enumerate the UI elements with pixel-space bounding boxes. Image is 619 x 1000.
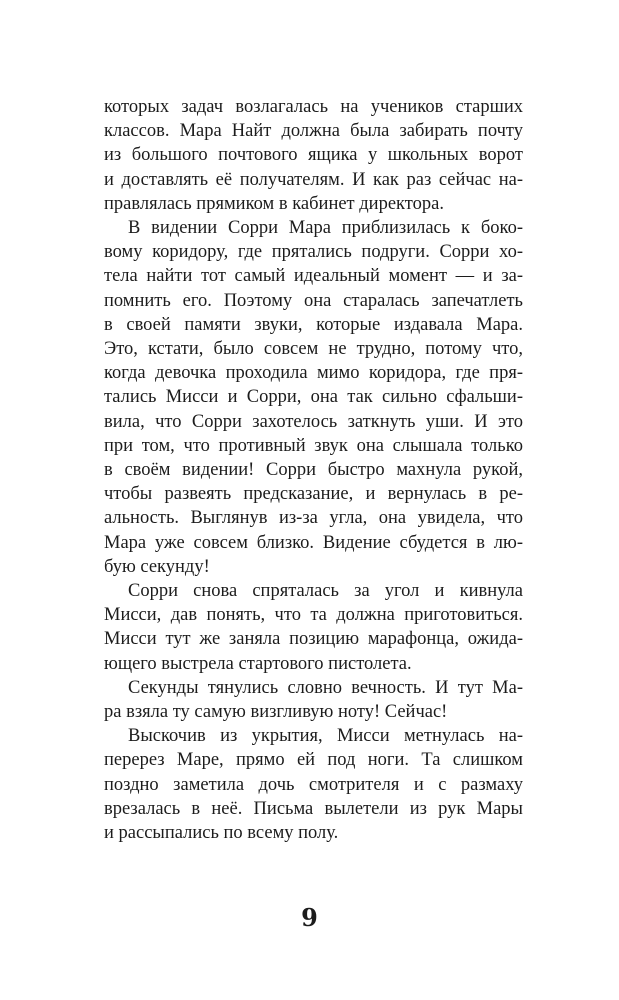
text-line: тались Мисси и Сорри, она так сильно сфальши- xyxy=(104,387,523,408)
paragraph-first-line: Выскочив из укрытия, Мисси метнулась на- xyxy=(128,726,523,747)
text-line: вила, что Сорри захотелось заткнуть уши. И это xyxy=(104,411,523,432)
text-line: перерез Маре, прямо ей под ноги. Та слишком xyxy=(104,750,523,771)
text-line: Мисси тут же заняла позицию марафонца, ожида- xyxy=(104,629,523,650)
text-line: ра взяла ту самую визгливую ноту! Сейчас! xyxy=(104,702,448,722)
text-line: Мисси, дав понять, что та должна приготовиться. xyxy=(104,605,523,626)
text-line: в своём видении! Сорри быстро махнула рукой, xyxy=(104,460,523,480)
text-line: и доставлять её получателям. И как раз сейчас на- xyxy=(104,169,523,190)
text-line: тела найти тот самый идеальный момент — и за- xyxy=(104,266,523,287)
text-line: помнить его. Поэтому она старалась запечатлеть xyxy=(104,290,523,311)
text-line: врезалась в неё. Письма вылетели из рук Мары xyxy=(104,798,523,819)
paragraph-first-line: Сорри снова спряталась за угол и кивнула xyxy=(128,581,523,601)
text-line: вому коридору, где прятались подруги. Сорри хо- xyxy=(104,242,523,263)
text-line: и рассыпались по всему полу. xyxy=(104,823,339,843)
text-line: в своей памяти звуки, которые издавала Мара. xyxy=(104,314,523,335)
text-line: правлялась прямиком в кабинет директора. xyxy=(104,193,444,214)
text-line: Мара уже совсем близко. Видение сбудется в лю- xyxy=(104,532,523,553)
paragraph-first-line: Секунды тянулись словно вечность. И тут Ма- xyxy=(128,677,523,698)
text-line: из большого почтового ящика у школьных ворот xyxy=(104,145,523,166)
text-line: бую секунду! xyxy=(104,556,210,577)
text-line: когда девочка проходила мимо коридора, где пря- xyxy=(104,363,523,384)
text-line: поздно заметила дочь смотрителя и с размаху xyxy=(104,774,523,795)
text-line: Это, кстати, было совсем не трудно, потому что, xyxy=(104,339,523,359)
text-line: альность. Выглянув из-за угла, она увидела, что xyxy=(104,508,523,529)
text-line: чтобы развеять предсказание, и вернулась в ре- xyxy=(104,484,523,505)
text-line: при том, что противный звук она слышала только xyxy=(104,435,523,456)
paragraph-first-line: В видении Сорри Мара приблизилась к боко- xyxy=(128,218,523,238)
text-line: классов. Мара Найт должна была забирать почту xyxy=(104,121,523,142)
text-line: которых задач возлагалась на учеников старших xyxy=(104,97,523,117)
page-number: 9 xyxy=(301,903,318,932)
text-line: ющего выстрела стартового пистолета. xyxy=(104,653,412,674)
